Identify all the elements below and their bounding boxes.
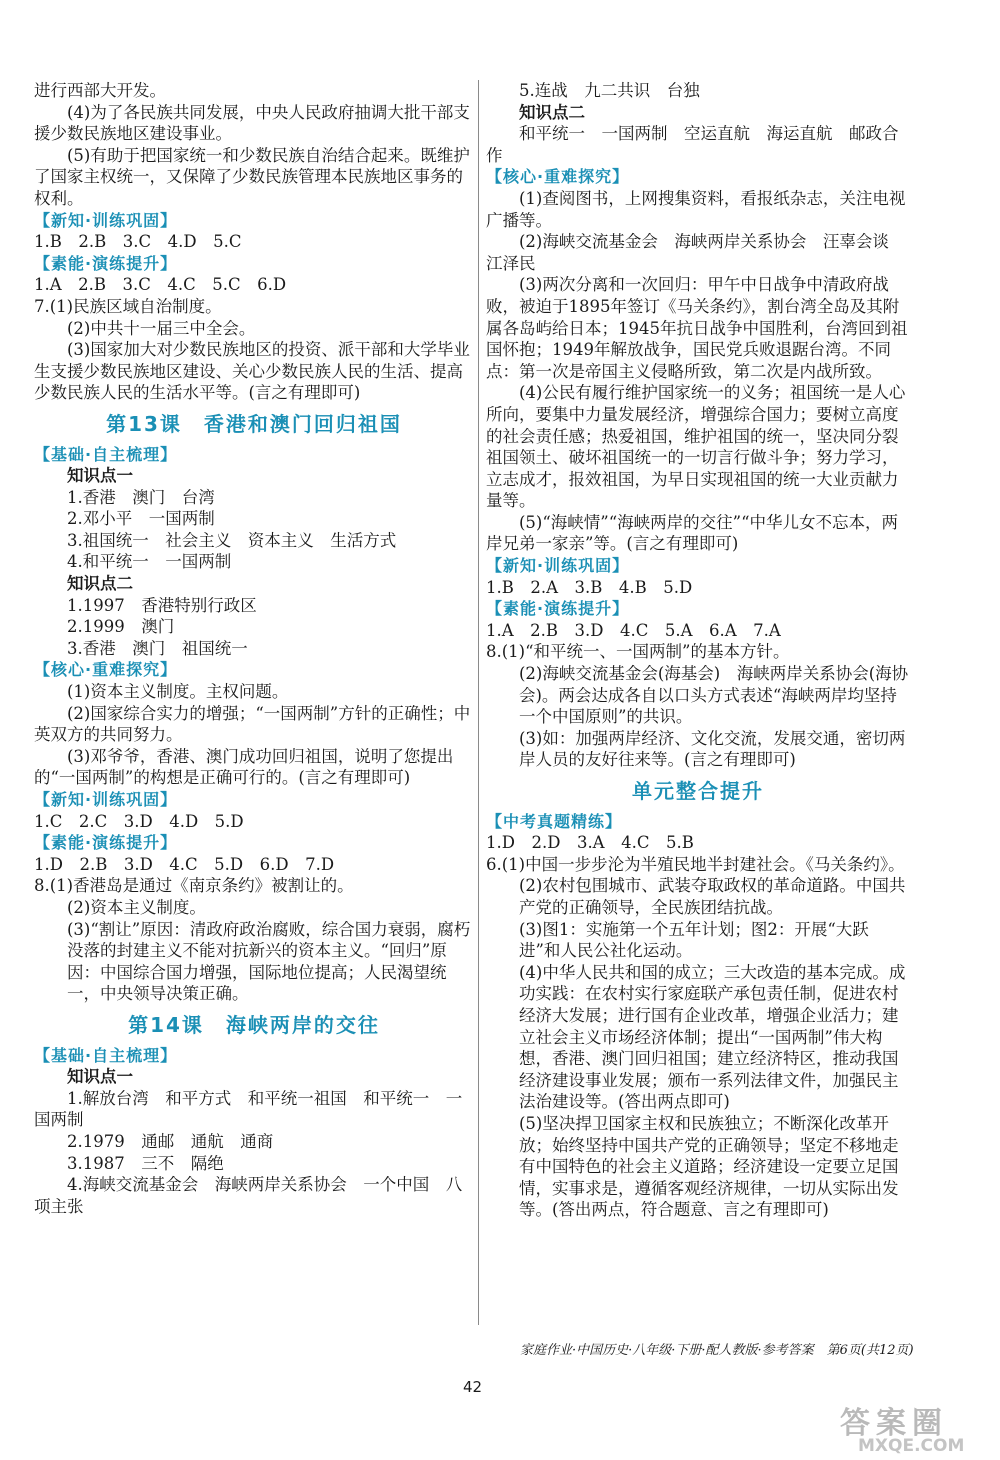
page-number: 42 <box>463 1378 483 1396</box>
answer-line: 1.A 2.B 3.C 4.C 5.C 6.D <box>34 275 287 295</box>
answer-line: (3)图1：实施第一个五年计划；图2：开展“大跃进”和人民公社化运动。 <box>519 919 869 961</box>
left-column <box>34 80 474 1217</box>
answer-line: 3.香港 澳门 祖国统一 <box>67 638 248 658</box>
answer-line: (3)两次分离和一次回归：甲午中日战争中清政府战败，被迫于1895年签订《马关条约》，割台湾全岛及其附属各岛屿给日本；1945年抗日战争中国胜利，台湾回到祖国怀抱；1949年解放战争，国民党兵败退踞台湾。不同点：第一次是帝国主义侵略所致，第二次是内战所致。 <box>486 275 908 381</box>
answer-line: 3.1987 三不 隔绝 <box>67 1153 224 1173</box>
answer-line: (1)资本主义制度。主权问题。 <box>67 682 289 702</box>
answer-line: (4)中华人民共和国的成立；三大改造的基本完成。成功实践：在农村实行家庭联产承包责任制，促进农村经济大发展；进行国有企业改革，增强企业活力；建立社会主义市场经济体制；提出“一国两制”伟大构想，香港、澳门回归祖国；建立经济特区，推动我国经济建设事业发展；颁布一系列法律文件，加强民主法治建设等。(答出两点即可) <box>519 962 906 1112</box>
section-header: 【素能·演练提升】 <box>486 599 630 619</box>
answer-line: 8.(1)“和平统一、一国两制”的基本方针。 <box>486 642 790 662</box>
section-header: 【核心·重难探究】 <box>486 167 630 187</box>
section-header: 【核心·重难探究】 <box>34 660 178 680</box>
knowledge-point: 知识点一 <box>67 466 133 486</box>
text-line: (5)有助于把国家统一和少数民族自治结合起来。既维护了国家主权统一，又保障了少数民族管理本民族地区事务的权利。 <box>34 145 470 208</box>
knowledge-point: 知识点二 <box>519 102 585 122</box>
answer-line: (3)邓爷爷，香港、澳门成功回归祖国，说明了您提出的“一国两制”的构想是正确可行的。(言之有理即可) <box>34 746 454 788</box>
answer-line: 1.香港 澳门 台湾 <box>67 487 215 507</box>
answer-line: 2.邓小平 一国两制 <box>67 509 215 529</box>
answer-line: 2.1999 澳门 <box>67 617 175 637</box>
section-header: 【基础·自主梳理】 <box>34 444 178 464</box>
answer-line: (2)国家综合实力的增强；“一国两制”方针的正确性；中英双方的共同努力。 <box>34 703 471 745</box>
answer-line: (2)海峡交流基金会 海峡两岸关系协会 汪辜会谈 江泽民 <box>486 232 906 273</box>
section-header: 【基础·自主梳理】 <box>34 1045 178 1065</box>
column-divider <box>478 80 479 1325</box>
right-column <box>486 80 910 1221</box>
answer-line: 4.海峡交流基金会 海峡两岸关系协会 一个中国 八项主张 <box>34 1175 463 1216</box>
answer-line: (2)海峡交流基金会(海基会) 海峡两岸关系协会(海协会)。两会达成各自以口头方式表述“海峡两岸均坚持一个中国原则”的共识。 <box>519 664 909 727</box>
answer-line: (3)如：加强两岸经济、文化交流，发展交通，密切两岸人员的友好往来等。(言之有理即可) <box>519 728 906 770</box>
answer-line: 6.(1)中国一步步沦为半殖民地半封建社会。《马关条约》。 <box>486 854 905 874</box>
answer-line: 4.和平统一 一国两制 <box>67 552 232 572</box>
text-line: 进行西部大开发。 <box>34 81 166 100</box>
watermark-logo <box>840 1398 990 1458</box>
answer-line: 1.D 2.B 3.D 4.C 5.D 6.D 7.D <box>34 854 335 874</box>
answer-line: 1.C 2.C 3.D 4.D 5.D <box>34 811 244 831</box>
answer-line: 和平统一 一国两制 空运直航 海运直航 邮政合作 <box>486 124 899 165</box>
answer-line: 1.解放台湾 和平方式 和平统一祖国 和平统一 一国两制 <box>34 1088 463 1130</box>
unit-title: 单元整合提升 <box>632 779 764 803</box>
lesson-title: 第14课 海峡两岸的交往 <box>128 1012 380 1037</box>
answer-line: 1.D 2.D 3.A 4.C 5.B <box>486 833 694 853</box>
answer-line: (2)资本主义制度。 <box>67 897 206 917</box>
answer-line: (4)公民有履行维护国家统一的义务；祖国统一是人心所向，要集中力量发展经济，增强综合国力；要树立高度的社会责任感；热爱祖国，维护祖国的统一，坚决同分裂祖国领土、破坏祖国统一的一切言行做斗争；努力学习，立志成才，报效祖国，为早日实现祖国的统一大业贡献力量等。 <box>486 383 906 511</box>
section-header: 【素能·演练提升】 <box>34 833 178 853</box>
lesson-title: 第13课 香港和澳门回归祖国 <box>106 411 402 436</box>
section-header: 【新知·训练巩固】 <box>34 790 178 809</box>
answer-line: 1.B 2.B 3.C 4.D 5.C <box>34 232 242 252</box>
text-line: (4)为了各民族共同发展，中央人民政府抽调大批干部支援少数民族地区建设事业。 <box>34 102 470 144</box>
answer-line: (1)查阅图书，上网搜集资料，看报纸杂志，关注电视广播等。 <box>486 188 906 230</box>
answer-line: (2)农村包围城市、武装夺取政权的革命道路。中国共产党的正确领导，全民族团结抗战。 <box>519 876 906 917</box>
answer-line: 8.(1)香港岛是通过《南京条约》被割让的。 <box>34 876 354 896</box>
answer-line: 1.A 2.B 3.D 4.C 5.A 6.A 7.A <box>486 620 781 640</box>
answer-line: 5.连战 九二共识 台独 <box>519 81 700 100</box>
answer-line: 1.1997 香港特别行政区 <box>67 595 257 615</box>
section-header: 【素能·演练提升】 <box>34 253 178 273</box>
answer-line: (5)“海峡情”“海峡两岸的交往”“中华儿女不忘本，两岸兄弟一家亲”等。(言之有理即可) <box>486 512 899 554</box>
section-header: 【新知·训练巩固】 <box>34 210 178 230</box>
answer-line: 2.1979 通邮 通航 通商 <box>67 1131 274 1151</box>
watermark-badge: 答案圈 <box>840 1406 948 1441</box>
answer-line: (2)中共十一届三中全会。 <box>67 318 256 338</box>
section-header: 【中考真题精练】 <box>486 811 623 831</box>
answer-line: 1.B 2.A 3.B 4.B 5.D <box>486 577 693 597</box>
watermark-url: MXQE.COM <box>858 1436 965 1456</box>
knowledge-point: 知识点二 <box>67 574 133 594</box>
page-footer: 家庭作业·中国历史·八年级·下册·配人教版·参考答案 第6页(共12页) <box>520 1343 914 1358</box>
knowledge-point: 知识点一 <box>67 1067 133 1087</box>
section-header: 【新知·训练巩固】 <box>486 556 630 576</box>
answer-line: 7.(1)民族区域自治制度。 <box>34 296 222 316</box>
answer-line: 3.祖国统一 社会主义 资本主义 生活方式 <box>67 530 397 550</box>
answer-line: (3)国家加大对少数民族地区的投资、派干部和大学毕业生支援少数民族地区建设、关心少数民族人民的生活、提高少数民族人民的生活水平等。(言之有理即可) <box>34 340 470 403</box>
answer-line: (5)坚决捍卫国家主权和民族独立；不断深化改革开放；始终坚持中国共产党的正确领导；坚定不移地走有中国特色的社会主义道路；经济建设一定要立足国情，实事求是，遵循客观经济规律，一切从实际出发等。(答出两点，符合题意、言之有理即可) <box>519 1113 899 1220</box>
answer-line: (3)“割让”原因：清政府政治腐败，综合国力衰弱，腐朽没落的封建主义不能对抗新兴的资本主义。“回归”原因：中国综合国力增强，国际地位提高；人民渴望统一，中央领导决策正确。 <box>67 919 471 1004</box>
